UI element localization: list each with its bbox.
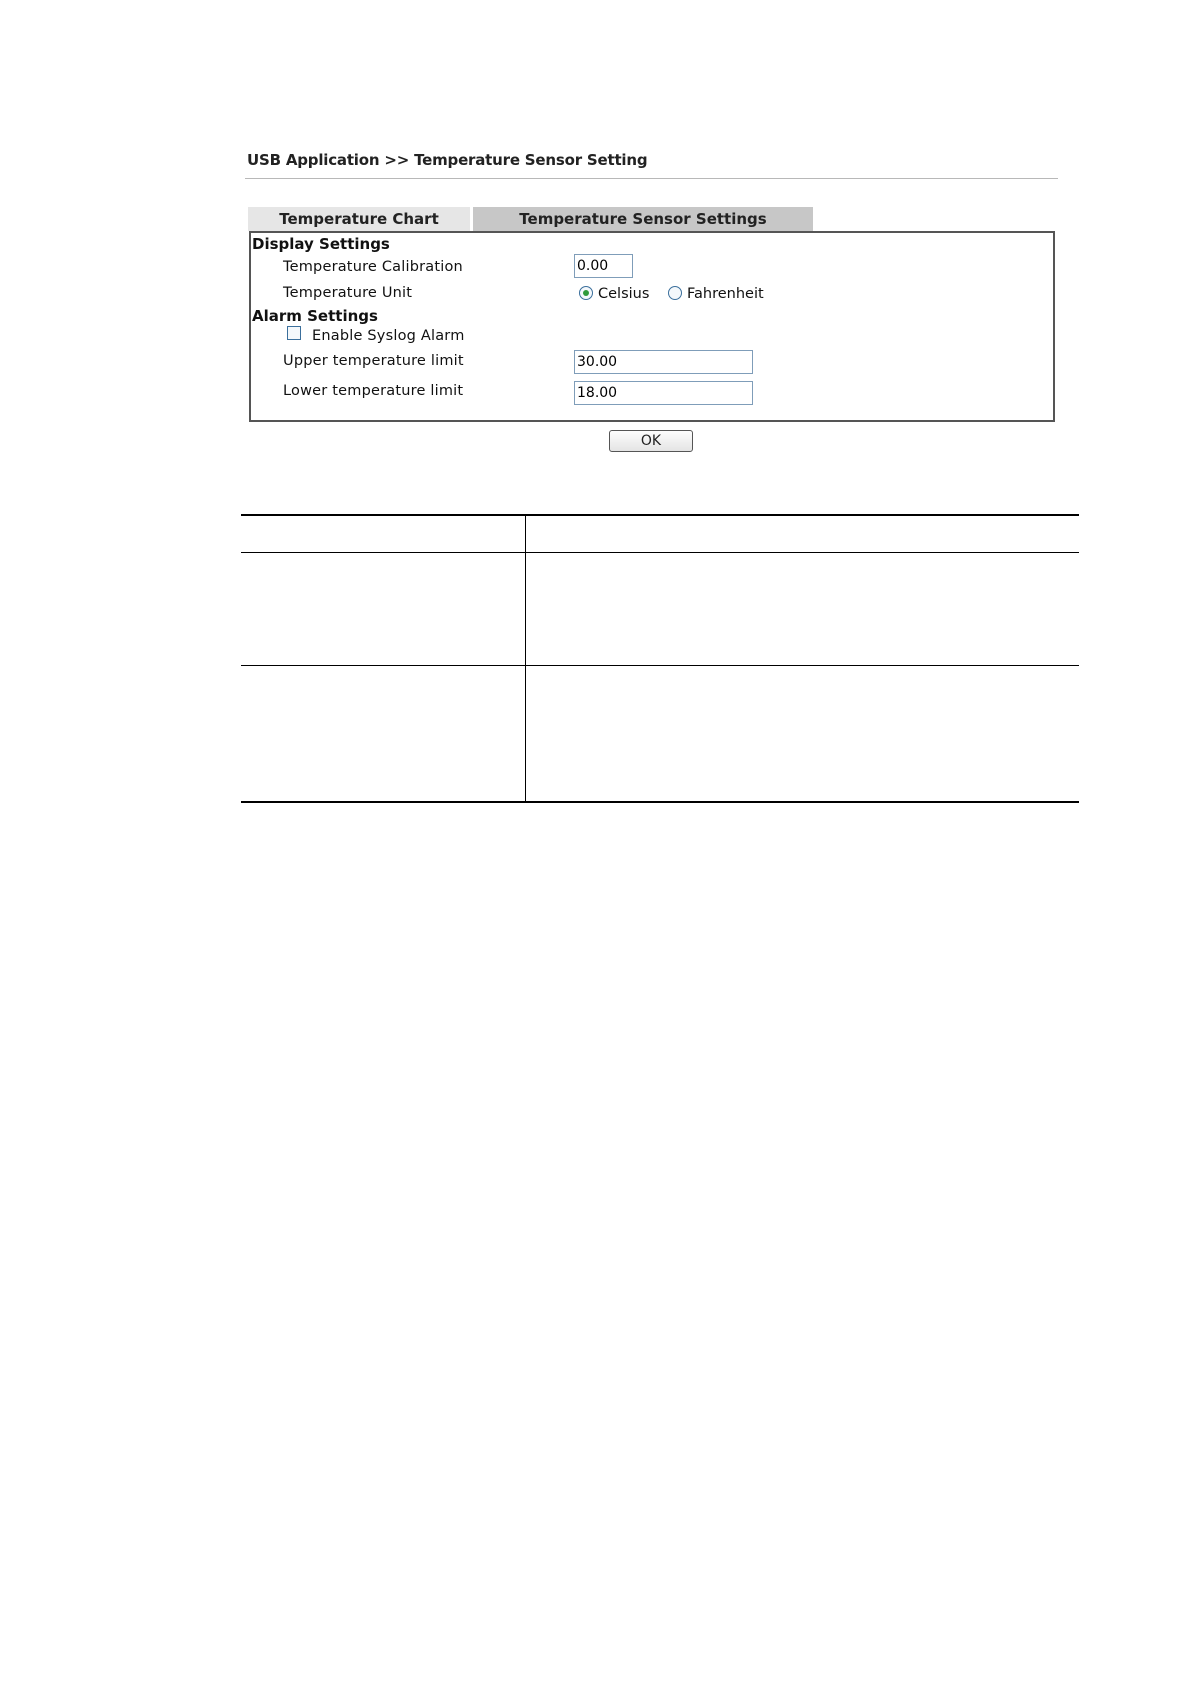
upper-temperature-limit-input[interactable] <box>574 350 753 374</box>
celsius-label: Celsius <box>598 286 650 302</box>
ok-button[interactable]: OK <box>609 430 693 452</box>
table-column-divider <box>525 516 526 801</box>
table-header-rule <box>241 552 1079 553</box>
title-divider <box>245 178 1058 179</box>
settings-panel <box>249 231 1055 422</box>
tab-temperature-chart[interactable]: Temperature Chart <box>248 207 470 231</box>
fahrenheit-label: Fahrenheit <box>687 286 764 302</box>
temperature-calibration-label: Temperature Calibration <box>283 259 463 275</box>
temperature-calibration-input[interactable] <box>574 254 633 278</box>
lower-temperature-limit-input[interactable] <box>574 381 753 405</box>
celsius-radio[interactable] <box>579 286 593 300</box>
alarm-settings-title: Alarm Settings <box>252 307 378 325</box>
table-top-rule <box>241 514 1079 516</box>
description-table <box>241 514 1079 803</box>
enable-syslog-alarm-label: Enable Syslog Alarm <box>312 328 465 344</box>
breadcrumb: USB Application >> Temperature Sensor Setting <box>247 151 648 169</box>
lower-temperature-limit-label: Lower temperature limit <box>283 383 464 399</box>
enable-syslog-alarm-checkbox[interactable] <box>287 326 301 340</box>
tab-temperature-sensor-settings[interactable]: Temperature Sensor Settings <box>473 207 813 231</box>
fahrenheit-radio[interactable] <box>668 286 682 300</box>
temperature-unit-label: Temperature Unit <box>283 285 413 301</box>
table-row-rule <box>241 665 1079 666</box>
upper-temperature-limit-label: Upper temperature limit <box>283 353 464 369</box>
display-settings-title: Display Settings <box>252 235 390 253</box>
table-bottom-rule <box>241 801 1079 803</box>
